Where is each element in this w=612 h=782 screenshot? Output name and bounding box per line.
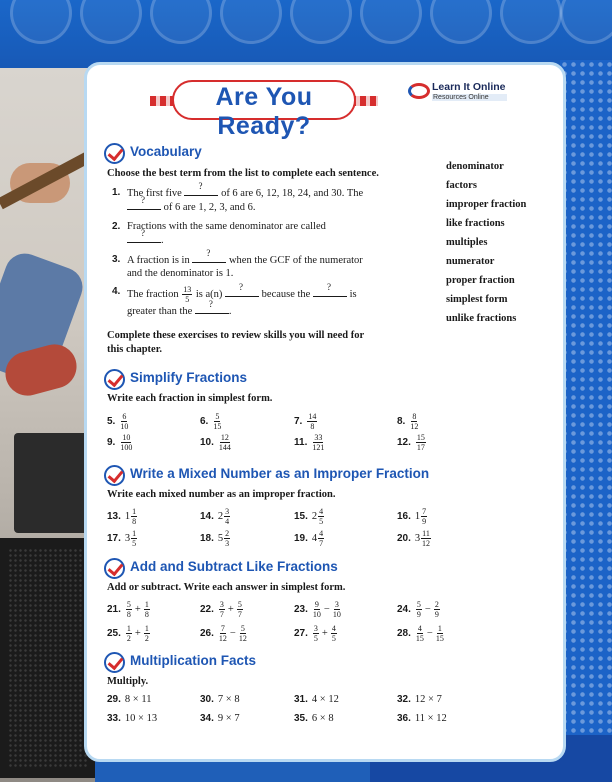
exercise-item [107, 624, 151, 643]
fraction: $\frac{3}{10}$ [332, 600, 341, 619]
exercise-number: 19. [294, 532, 308, 544]
whole-number: 4 [311, 533, 318, 544]
learn-it-online-title: Learn It Online [432, 81, 506, 93]
expression: 6 × 8 [311, 713, 334, 724]
fraction: $\frac{5}{7}$ [237, 600, 242, 619]
exercise-number: 6. [200, 415, 209, 427]
exercise-item [200, 713, 240, 724]
exercise-item [107, 529, 138, 548]
exercise-item [200, 600, 244, 619]
exercise-number: 29. [107, 694, 121, 705]
exercise-number: 10. [200, 436, 214, 448]
fraction: $\frac{1}{8}$ [144, 600, 149, 619]
whole-number: 2 [217, 511, 224, 522]
globe-icon [408, 83, 430, 99]
fraction: $\frac{33}{121}$ [312, 433, 325, 452]
exercise-number: 30. [200, 694, 214, 705]
exercise-number: 26. [200, 627, 214, 639]
exercise-number: 8. [397, 415, 406, 427]
exercise-item [107, 713, 157, 724]
section-title: Vocabulary [130, 144, 202, 159]
operator: − [424, 604, 431, 615]
fraction: $\frac{1}{8}$ [132, 507, 137, 526]
exercise-item [107, 507, 138, 526]
whole-number: 1 [124, 511, 131, 522]
word-list-item: like fractions [446, 218, 505, 229]
learn-it-online-badge[interactable] [404, 80, 534, 106]
exercise-item [294, 624, 338, 643]
exercise-number: 31. [294, 694, 308, 705]
operator: + [134, 628, 141, 639]
whole-number: 1 [414, 511, 421, 522]
exercise-item [294, 529, 325, 548]
exercise-number: 14. [200, 510, 214, 522]
exercise-item [107, 694, 151, 705]
word-list-item: factors [446, 180, 477, 191]
fraction: $\frac{3}{4}$ [225, 507, 230, 526]
exercise-item [200, 694, 240, 705]
fraction: $\frac{5}{9}$ [416, 600, 421, 619]
exercise-item [294, 433, 325, 452]
fraction: $\frac{9}{10}$ [312, 600, 321, 619]
exercise-number: 35. [294, 713, 308, 724]
exercise-number: 5. [107, 415, 116, 427]
word-list-item: denominator [446, 161, 504, 172]
word-list-item: multiples [446, 237, 488, 248]
word-list-item: improper fraction [446, 199, 527, 210]
checkmark-icon [104, 143, 125, 164]
exercise-item [107, 433, 133, 452]
fraction: $\frac{1}{2}$ [126, 624, 131, 643]
fraction: $\frac{4}{7}$ [319, 529, 324, 548]
exercise-item [397, 713, 447, 724]
exercise-item [397, 694, 442, 705]
exercise-item [200, 507, 231, 526]
exercise-item [294, 507, 325, 526]
exercise-item [397, 412, 419, 431]
fraction: $\frac{2}{9}$ [434, 600, 439, 619]
checkmark-icon [104, 465, 125, 486]
exercise-item [107, 412, 129, 431]
guitarist-photo [0, 68, 95, 782]
fraction: $\frac{5}{8}$ [126, 600, 131, 619]
exercise-number: 24. [397, 603, 411, 615]
word-list-item: unlike fractions [446, 313, 517, 324]
review-instruction-line1: Complete these exercises to review skills you will need for [107, 330, 365, 341]
operator: − [323, 604, 330, 615]
fraction: $\frac{12}{144}$ [218, 433, 231, 452]
word-list-item: proper fraction [446, 275, 515, 286]
exercise-number: 15. [294, 510, 308, 522]
review-instruction-line2: this chapter. [107, 344, 163, 355]
footer-chapter-title: Fraction Operations [420, 743, 517, 755]
page-title: Are You Ready? [215, 83, 313, 140]
fraction: $\frac{7}{9}$ [422, 507, 427, 526]
learn-it-online-sub: Resources Online [432, 94, 507, 101]
section-title: Write a Mixed Number as an Improper Fraction [130, 466, 430, 481]
checkmark-icon [104, 652, 125, 673]
exercise-item [200, 624, 248, 643]
exercise-number: 22. [200, 603, 214, 615]
exercise-number: 18. [200, 532, 214, 544]
checkmark-icon [104, 369, 125, 390]
fraction: $\frac{1}{5}$ [132, 529, 137, 548]
mixed-instruction: Write each mixed number as an improper fraction. [107, 489, 336, 500]
exercise-number: 36. [397, 713, 411, 724]
fraction: $\frac{7}{12}$ [218, 624, 227, 643]
exercise-number: 16. [397, 510, 411, 522]
fraction: $\frac{15}{17}$ [416, 433, 425, 452]
operator: − [229, 628, 236, 639]
fraction: $\frac{4}{5}$ [331, 624, 336, 643]
exercise-number: 28. [397, 627, 411, 639]
fraction: $\frac{1}{2}$ [144, 624, 149, 643]
fraction: $\frac{8}{12}$ [410, 412, 419, 431]
exercise-number: 25. [107, 627, 121, 639]
exercise-item [200, 529, 231, 548]
whole-number: 3 [414, 533, 421, 544]
section-title: Multiplication Facts [130, 653, 257, 668]
fraction: $\frac{3}{7}$ [219, 600, 224, 619]
section-title: Simplify Fractions [130, 370, 248, 385]
fraction: $\frac{14}{8}$ [308, 412, 317, 431]
exercise-item [397, 624, 445, 643]
exercise-item [200, 433, 232, 452]
fraction: $\frac{10}{100}$ [120, 433, 133, 452]
fraction: $\frac{2}{3}$ [225, 529, 230, 548]
word-list-item: numerator [446, 256, 495, 267]
exercise-item [107, 600, 151, 619]
operator: − [426, 628, 433, 639]
addsub-instruction: Add or subtract. Write each answer in simplest form. [107, 582, 346, 593]
expression: 4 × 12 [311, 694, 339, 705]
exercise-item [294, 412, 318, 431]
expression: 9 × 7 [217, 713, 240, 724]
exercise-number: 32. [397, 694, 411, 705]
section-title: Add and Subtract Like Fractions [130, 559, 338, 574]
operator: + [134, 604, 141, 615]
exercise-number: 12. [397, 436, 411, 448]
operator: + [227, 604, 234, 615]
whole-number: 5 [217, 533, 224, 544]
exercise-item [397, 507, 428, 526]
exercise-number: 7. [294, 415, 303, 427]
page-number: 191 [540, 742, 561, 756]
fraction: $\frac{1}{15}$ [435, 624, 444, 643]
expression: 8 × 11 [124, 694, 152, 705]
operator: + [321, 628, 328, 639]
whole-number: 3 [124, 533, 131, 544]
exercise-number: 21. [107, 603, 121, 615]
word-list-item: simplest form [446, 294, 508, 305]
exercise-item [294, 600, 342, 619]
expression: 11 × 12 [414, 713, 447, 724]
fraction: $\frac{4}{15}$ [415, 624, 424, 643]
fraction: $\frac{5}{12}$ [238, 624, 247, 643]
word-list [446, 161, 546, 332]
exercise-number: 20. [397, 532, 411, 544]
expression: 12 × 7 [414, 694, 442, 705]
fraction: $\frac{3}{5}$ [313, 624, 318, 643]
expression: 10 × 13 [124, 713, 158, 724]
exercise-item [294, 713, 334, 724]
exercise-number: 9. [107, 436, 116, 448]
checkmark-icon [104, 558, 125, 579]
exercise-item [294, 694, 339, 705]
fraction: $\frac{5}{15}$ [213, 412, 222, 431]
expression: 7 × 8 [217, 694, 240, 705]
exercise-item [397, 600, 441, 619]
title-banner [150, 80, 378, 140]
exercise-item [397, 529, 432, 548]
fraction: $\frac{11}{12}$ [422, 529, 430, 548]
exercise-number: 13. [107, 510, 121, 522]
exercise-number: 34. [200, 713, 214, 724]
exercise-number: 27. [294, 627, 308, 639]
dotted-side-panel [560, 60, 612, 782]
fraction: $\frac{4}{5}$ [319, 507, 324, 526]
fraction: $\frac{6}{10}$ [120, 412, 129, 431]
mult-instruction: Multiply. [107, 676, 149, 687]
exercise-item [200, 412, 222, 431]
simplify-instruction: Write each fraction in simplest form. [107, 393, 273, 404]
exercise-number: 23. [294, 603, 308, 615]
exercise-item [397, 433, 427, 452]
whole-number: 2 [311, 511, 318, 522]
exercise-number: 17. [107, 532, 121, 544]
exercise-number: 11. [294, 436, 308, 448]
exercise-number: 33. [107, 713, 121, 724]
vocab-instruction: Choose the best term from the list to complete each sentence. [107, 168, 379, 179]
